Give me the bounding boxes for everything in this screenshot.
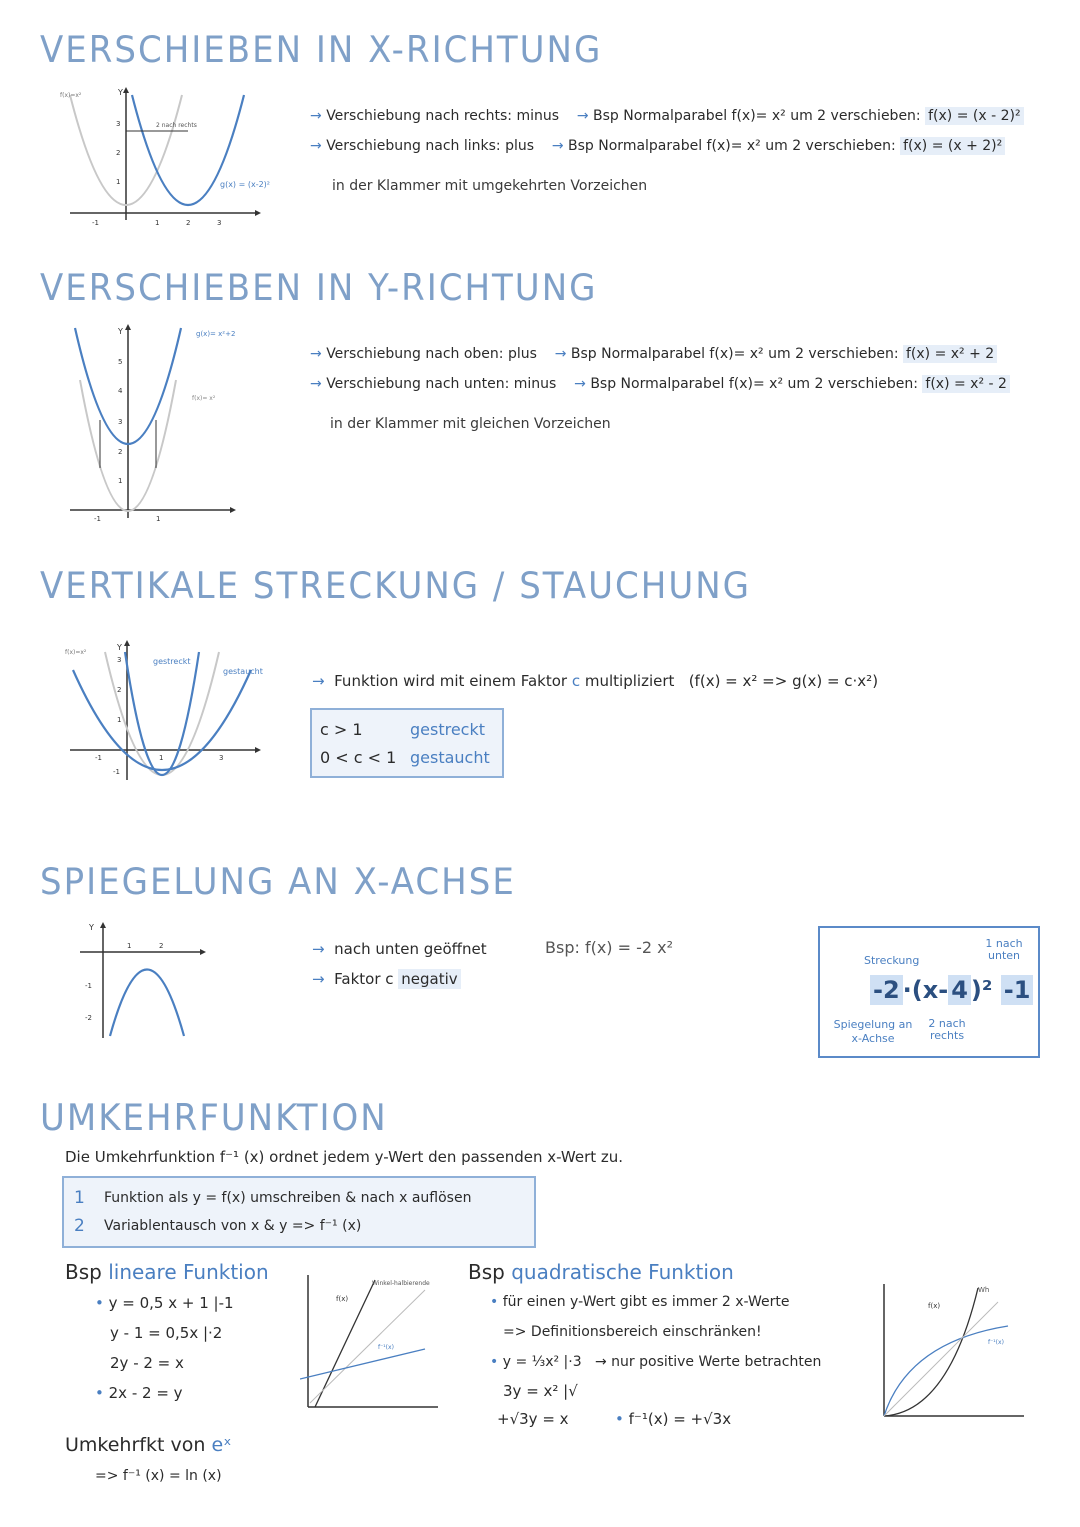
x-tick: -1 <box>92 219 99 227</box>
quad-step-6-text: f⁻¹(x) = +√3x <box>628 1410 732 1428</box>
rule-down-label: Verschiebung nach unten: minus <box>326 376 557 392</box>
rule-down-example: Bsp Normalparabel f(x)= x² um 2 verschieben: <box>590 376 918 392</box>
exp-result: => f⁻¹ (x) = ln (x) <box>95 1468 222 1484</box>
linear-step-4: • 2x - 2 = y <box>95 1384 183 1402</box>
heading-y-shift: VERSCHIEBEN IN Y-RICHTUNG <box>40 266 598 310</box>
mirror-bullet-1: → nach unten geöffnet <box>312 940 487 958</box>
linear-step-3: 2y - 2 = x <box>110 1354 184 1372</box>
rule-down: → Verschiebung nach unten: minus → Bsp Normalparabel f(x)= x² um 2 verschieben: f(x) = x² - 2 <box>310 376 1010 392</box>
y-tick: 2 <box>117 686 122 694</box>
linear-step-1-text: y = 0,5 x + 1 |-1 <box>108 1294 234 1312</box>
y-axis-label: Y <box>117 643 122 652</box>
x-axis-arrow <box>255 747 261 753</box>
label-inverse: f⁻¹(x) <box>378 1344 394 1351</box>
box-stretch-label: Streckung <box>864 954 920 967</box>
x-tick: 2 <box>159 942 164 950</box>
y-tick: 1 <box>118 477 123 485</box>
rule-right-result: f(x) = (x - 2)² <box>925 107 1023 125</box>
quad-step-1-text: für einen y-Wert gibt es immer 2 x-Werte <box>502 1294 790 1310</box>
x-axis-arrow <box>200 949 206 955</box>
rule-right-example: Bsp Normalparabel f(x)= x² um 2 verschieben: <box>593 108 921 124</box>
graph-linear-inverse <box>300 1275 440 1415</box>
linear-heading <box>65 1260 269 1284</box>
box-formula-part2: )² <box>970 976 1001 1004</box>
linear-heading-bsp: Bsp <box>65 1260 102 1284</box>
graph-y-shift <box>60 320 260 525</box>
formula-box <box>818 926 1040 1058</box>
step1-number: 1 <box>74 1188 85 1208</box>
quad-step-5: +√3y = x <box>497 1410 569 1428</box>
x-tick: 3 <box>219 754 224 762</box>
label-bisector: Wh <box>978 1286 990 1294</box>
box-formula-factor: -2 <box>870 975 903 1005</box>
rule-up-result: f(x) = x² + 2 <box>903 345 997 363</box>
curve-inverse <box>300 1349 425 1379</box>
curve-mirrored <box>110 970 184 1037</box>
quad-heading-bsp: Bsp <box>468 1260 505 1284</box>
y-tick: 4 <box>118 387 123 395</box>
box-formula <box>870 976 1033 1004</box>
rule-left: → Verschiebung nach links: plus → Bsp Normalparabel f(x)= x² um 2 verschieben: f(x) = (x + 2)² <box>310 138 1005 154</box>
stretch-rule-text2: multipliziert <box>584 672 675 690</box>
linear-heading-title: lineare Funktion <box>108 1260 269 1284</box>
stretch-rule-text: Funktion wird mit einem Faktor <box>334 672 568 690</box>
rule-right-label: Verschiebung nach rechts: minus <box>326 108 560 124</box>
x-tick: 1 <box>159 754 164 762</box>
box-right-label: 2 nach rechts <box>928 1017 966 1042</box>
heading-stretch: VERTIKALE STRECKUNG / STAUCHUNG <box>40 564 752 608</box>
box-formula-part: ·(x- <box>902 976 949 1004</box>
box-c1: c > 1 <box>320 720 363 739</box>
graph-x-shift <box>60 85 280 230</box>
label-g: g(x)= x²+2 <box>196 330 236 338</box>
graph-stretch <box>65 640 280 785</box>
box-c1-result: gestreckt <box>410 720 486 739</box>
box-mirror-label: Spiegelung an x-Achse <box>833 1018 913 1045</box>
quad-step-1: • für einen y-Wert gibt es immer 2 x-Werte <box>490 1294 790 1310</box>
label-f: f(x) <box>928 1302 941 1310</box>
mirror-bullet-2-highlight: negativ <box>398 969 460 989</box>
heading-x-shift: VERSCHIEBEN IN X-RICHTUNG <box>40 28 603 72</box>
exp-heading <box>65 1434 232 1456</box>
label-f: f(x)= x² <box>192 395 216 402</box>
mirror-example: Bsp: f(x) = -2 x² <box>545 938 674 957</box>
rule-left-result: f(x) = (x + 2)² <box>900 137 1005 155</box>
graph-mirror <box>75 918 215 1043</box>
quad-step-4: 3y = x² |√ <box>503 1382 578 1400</box>
note-x-shift: in der Klammer mit umgekehrten Vorzeichen <box>332 178 648 194</box>
mirror-bullet-2-text: Faktor c <box>334 970 394 988</box>
linear-step-2: y - 1 = 0,5x |·2 <box>110 1324 223 1342</box>
x-tick: 1 <box>155 219 160 227</box>
step1-text: Funktion als y = f(x) umschreiben & nach x auflösen <box>104 1190 472 1206</box>
label-f: f(x)=x² <box>60 92 82 99</box>
bisector-line <box>310 1290 425 1403</box>
y-tick: 3 <box>116 120 121 128</box>
y-axis-arrow <box>125 324 131 330</box>
y-tick: -1 <box>85 982 92 990</box>
quad-heading <box>468 1260 734 1284</box>
stretch-rule: → Funktion wird mit einem Faktor c multipliziert (f(x) = x² => g(x) = c·x²) <box>312 672 879 690</box>
heading-inverse: UMKEHRFUNKTION <box>40 1096 388 1140</box>
rule-left-example: Bsp Normalparabel f(x)= x² um 2 verschieben: <box>568 138 896 154</box>
box-down-label: 1 nach unten <box>985 937 1023 962</box>
note-y-shift: in der Klammer mit gleichen Vorzeichen <box>330 416 611 432</box>
stretch-box <box>310 708 504 778</box>
mirror-bullet-2: → Faktor c negativ <box>312 970 461 988</box>
label-f: f(x) <box>336 1295 349 1303</box>
y-axis-arrow <box>100 922 106 928</box>
quad-step-2: => Definitionsbereich einschränken! <box>503 1324 762 1340</box>
x-tick: -1 <box>95 754 102 762</box>
mirror-bullet-1-text: nach unten geöffnet <box>334 940 487 958</box>
rule-left-label: Verschiebung nach links: plus <box>326 138 535 154</box>
quad-step-3-note: → nur positive Werte betrachten <box>595 1354 822 1370</box>
rule-up: → Verschiebung nach oben: plus → Bsp Normalparabel f(x)= x² um 2 verschieben: f(x) = x² + 2 <box>310 346 997 362</box>
x-axis-arrow <box>230 507 236 513</box>
rule-up-example: Bsp Normalparabel f(x)= x² um 2 verschieben: <box>570 346 899 362</box>
box-formula-shift: 4 <box>948 975 971 1005</box>
box-c2: 0 < c < 1 <box>320 748 397 767</box>
label-bisector: Winkel-halbierende <box>372 1280 430 1287</box>
y-tick: 2 <box>118 448 123 456</box>
exp-heading-e: eˣ <box>211 1434 232 1456</box>
exp-heading-text: Umkehrfkt von <box>65 1434 206 1456</box>
step2-number: 2 <box>74 1216 85 1236</box>
rule-up-label: Verschiebung nach oben: plus <box>326 346 537 362</box>
y-tick: 3 <box>117 656 122 664</box>
linear-step-1: • y = 0,5 x + 1 |-1 <box>95 1294 234 1312</box>
label-g: g(x) = (x-2)² <box>220 180 271 189</box>
box-c2-result: gestaucht <box>410 748 490 767</box>
x-tick: 1 <box>156 515 161 523</box>
shift-label: 2 nach rechts <box>156 122 197 129</box>
y-axis-label: Y <box>89 923 94 932</box>
inverse-steps-box <box>62 1176 536 1248</box>
rule-down-result: f(x) = x² - 2 <box>922 375 1010 393</box>
x-tick: 3 <box>217 219 222 227</box>
quad-step-3-text: y = ⅓x² |·3 <box>502 1354 582 1370</box>
y-tick: 2 <box>116 149 121 157</box>
heading-mirror: SPIEGELUNG AN X-ACHSE <box>40 860 516 904</box>
stretch-rule-c: c <box>571 672 581 690</box>
bisector-line <box>884 1302 998 1416</box>
rule-right: → Verschiebung nach rechts: minus → Bsp Normalparabel f(x)= x² um 2 verschieben: f(x) = (x - 2)² <box>310 108 1024 124</box>
y-axis-label: Y <box>118 88 123 97</box>
y-tick: 5 <box>118 358 123 366</box>
label-f: f(x)=x² <box>65 649 87 656</box>
label-stretched: gestreckt <box>153 657 191 666</box>
y-tick: -1 <box>113 768 120 776</box>
y-tick: 3 <box>118 418 123 426</box>
y-tick: -2 <box>85 1014 92 1022</box>
y-axis-arrow <box>123 87 129 93</box>
label-inverse: f⁻¹(x) <box>988 1339 1004 1346</box>
box-formula-offset: -1 <box>1001 975 1034 1005</box>
stretch-rule-formula: (f(x) = x² => g(x) = c·x²) <box>688 672 879 690</box>
x-tick: 2 <box>186 219 191 227</box>
y-tick: 1 <box>116 178 121 186</box>
y-axis-label: Y <box>118 327 123 336</box>
x-tick: 1 <box>127 942 132 950</box>
inverse-intro: Die Umkehrfunktion f⁻¹ (x) ordnet jedem y-Wert den passenden x-Wert zu. <box>65 1148 624 1166</box>
quad-step-3: • y = ⅓x² |·3 → nur positive Werte betrachten <box>490 1354 822 1370</box>
step2-text: Variablentausch von x & y => f⁻¹ (x) <box>104 1218 362 1234</box>
x-axis-arrow <box>255 210 261 216</box>
y-tick: 1 <box>117 716 122 724</box>
y-axis-arrow <box>124 640 130 646</box>
linear-step-4-text: 2x - 2 = y <box>108 1384 183 1402</box>
graph-quad-inverse <box>878 1282 1028 1422</box>
label-compressed: gestaucht <box>223 667 263 676</box>
quad-step-6: • f⁻¹(x) = +√3x <box>615 1410 732 1428</box>
quad-heading-title: quadratische Funktion <box>511 1260 734 1284</box>
x-tick: -1 <box>94 515 101 523</box>
